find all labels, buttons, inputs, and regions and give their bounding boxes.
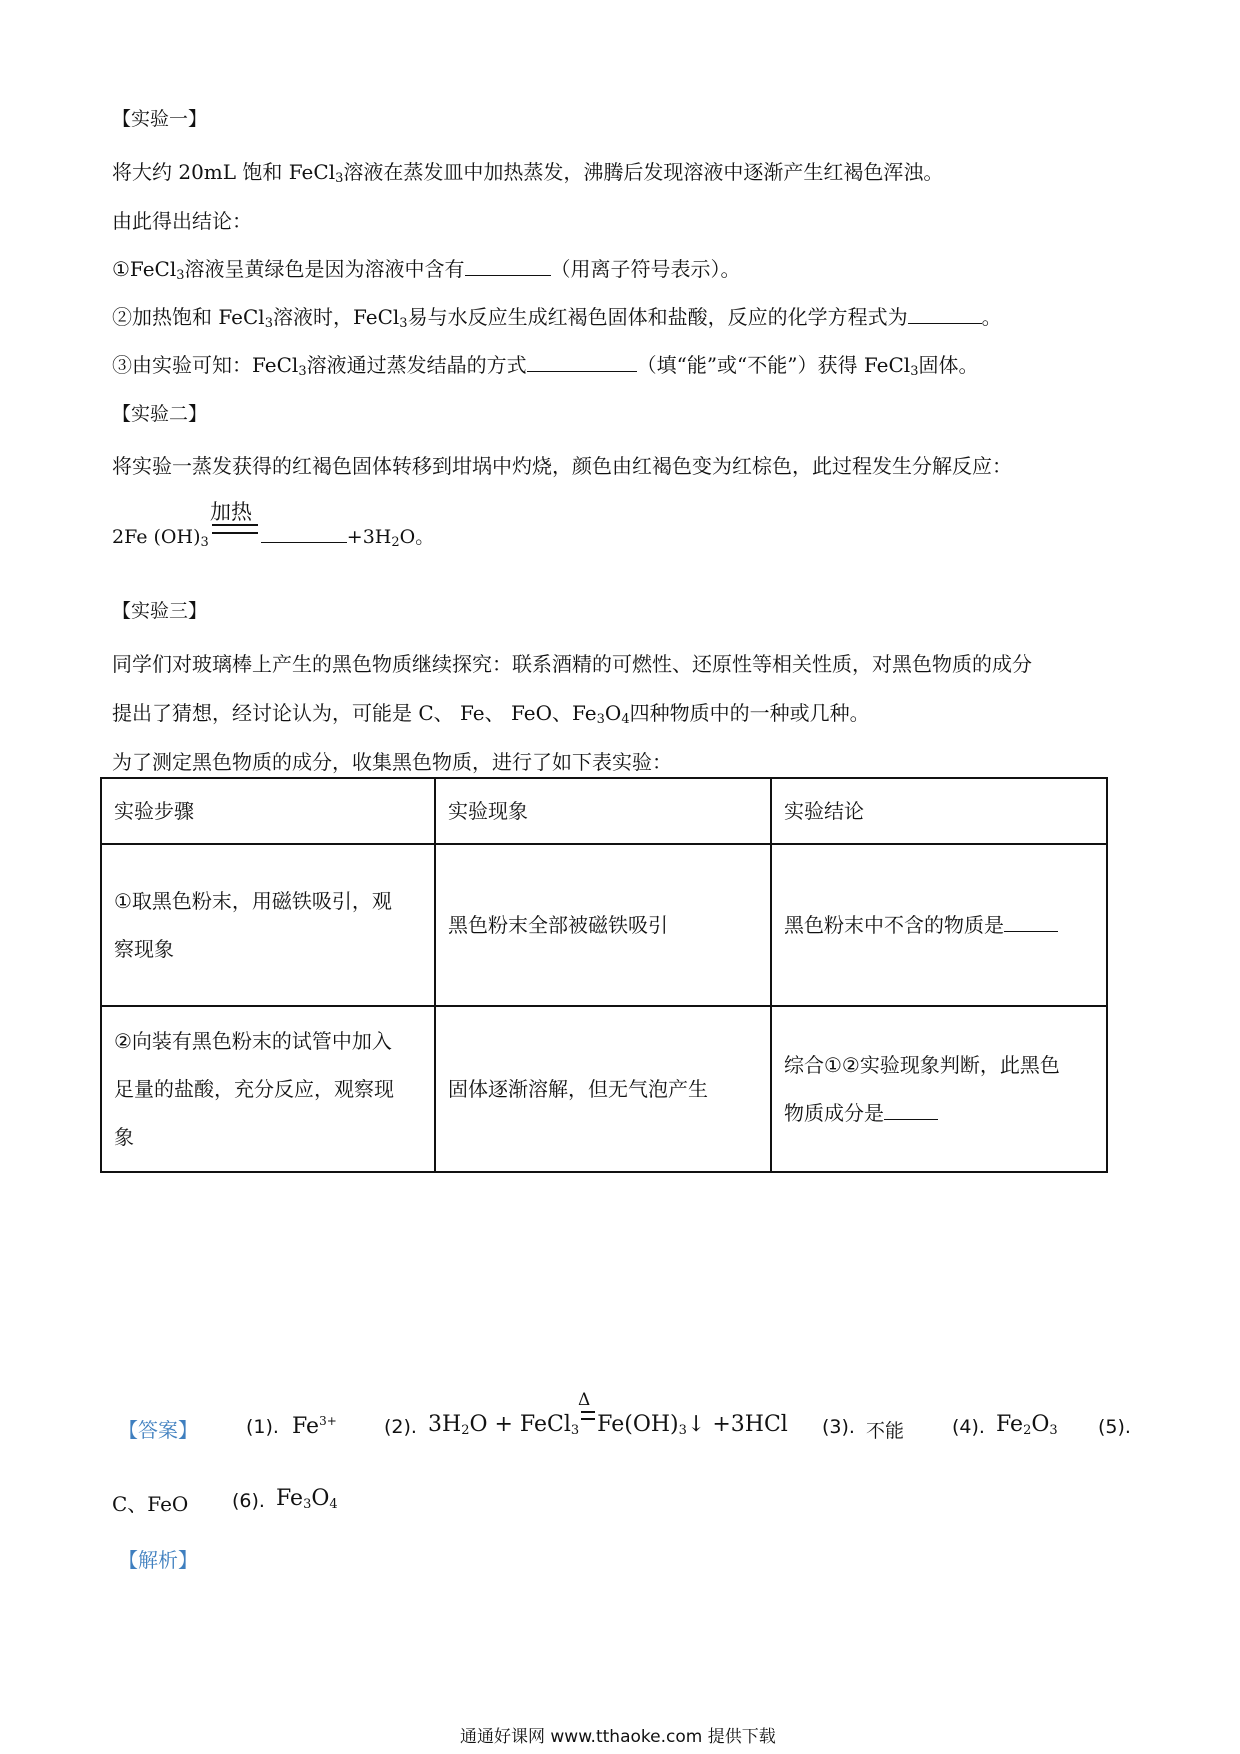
answer-blank <box>908 305 982 324</box>
answer-blank <box>465 257 551 276</box>
exp2-equation: 2Fe $(OH)_3 +3H_2O$。 <box>112 526 435 550</box>
table-cell-phenomenon: 固体逐渐溶解，但无气泡产生 <box>435 1006 771 1172</box>
answer-num-3: (3). <box>822 1416 855 1438</box>
table-cell-phenomenon: 黑色粉末全部被磁铁吸引 <box>435 844 771 1006</box>
answer-blank <box>261 524 347 543</box>
exp1-conclusion-1: ①FeCl$_3$溶液呈黄绿色是因为溶液中含有 （用离子符号表示）。 <box>112 257 741 283</box>
table-header-cell: 实验结论 <box>771 778 1107 844</box>
exp1-paragraph: 将大约 20mL 饱和 FeCl$_3$溶液在蒸发皿中加热蒸发，沸腾后发现溶液中逐渐产生红褐色浑浊。 <box>112 160 944 186</box>
table-header-cell: 实验现象 <box>435 778 771 844</box>
answer-4: $Fe_2O_3$ <box>996 1412 1058 1438</box>
exp1-conclusion-intro: 由此得出结论： <box>112 209 252 233</box>
table-cell-conclusion: 综合①②实验现象判断，此黑色 物质成分是 <box>771 1006 1107 1172</box>
analysis-label: 【解析】 <box>118 1548 198 1572</box>
table-header-row <box>101 778 1107 844</box>
answer-label: 【答案】 <box>118 1418 198 1442</box>
answer-num-5: (5). <box>1098 1416 1131 1438</box>
answer-num-1: (1). <box>246 1416 279 1438</box>
table-row <box>101 844 1107 1006</box>
answer-blank <box>1004 913 1058 932</box>
answer-num-4: (4). <box>952 1416 985 1438</box>
exp2-paragraph: 将实验一蒸发获得的红褐色固体转移到坩埚中灼烧，颜色由红褐色变为红棕色，此过程发生分解反应： <box>112 454 1012 478</box>
answer-1: $Fe^{3+}$ <box>292 1414 337 1439</box>
exp1-heading: 【实验一】 <box>112 108 208 130</box>
answer-6: $Fe_3O_4$ <box>276 1486 338 1512</box>
answer-num-2: (2). <box>384 1416 417 1438</box>
answer-3: 不能 <box>866 1420 905 1442</box>
exp1-conclusion-3: ③由实验可知：FeCl$_3$溶液通过蒸发结晶的方式 （填“能”或“不能”）获得 FeCl$_3$固体。 <box>112 353 979 379</box>
answer-blank <box>527 353 637 372</box>
exp3-heading: 【实验三】 <box>112 600 208 622</box>
answer-blank <box>884 1101 938 1120</box>
answer-2: $3H_2O$ + FeCl$_3$ $Fe(OH)_3↓ +3HCl$ <box>428 1412 788 1438</box>
table-header-cell: 实验步骤 <box>101 778 435 844</box>
exp2-condition: 加热 <box>210 500 252 524</box>
answer-2-condition: Δ <box>578 1390 591 1410</box>
answer-5: C、FeO <box>112 1492 189 1516</box>
table-row <box>101 1006 1107 1172</box>
exp2-heading: 【实验二】 <box>112 403 208 425</box>
table-cell-step: ①取黑色粉末，用磁铁吸引，观 察现象 <box>101 844 435 1006</box>
exp3-paragraph-3: 为了测定黑色物质的成分，收集黑色物质，进行了如下表实验： <box>112 750 672 774</box>
footer-text: 通通好课网 www.tthaoke.com 提供下载 <box>460 1727 776 1747</box>
experiment-table <box>100 777 1108 1173</box>
exp1-conclusion-2: ②加热饱和 FeCl$_3$溶液时，FeCl$_3$易与水反应生成红褐色固体和盐酸，反应的化学方程式为 。 <box>112 305 1002 331</box>
answer-num-6: (6). <box>232 1490 265 1512</box>
table-cell-step: ②向装有黑色粉末的试管中加入 足量的盐酸，充分反应，观察现 象 <box>101 1006 435 1172</box>
table-cell-conclusion: 黑色粉末中不含的物质是 <box>771 844 1107 1006</box>
exp3-paragraph-2: 提出了猜想，经讨论认为，可能是 C、 Fe、 FeO、$Fe_3O_4$四种物质中的一种或几种。 <box>112 701 870 727</box>
exp3-paragraph-1: 同学们对玻璃棒上产生的黑色物质继续探究：联系酒精的可燃性、还原性等相关性质，对黑色物质的成分 <box>112 652 1032 676</box>
